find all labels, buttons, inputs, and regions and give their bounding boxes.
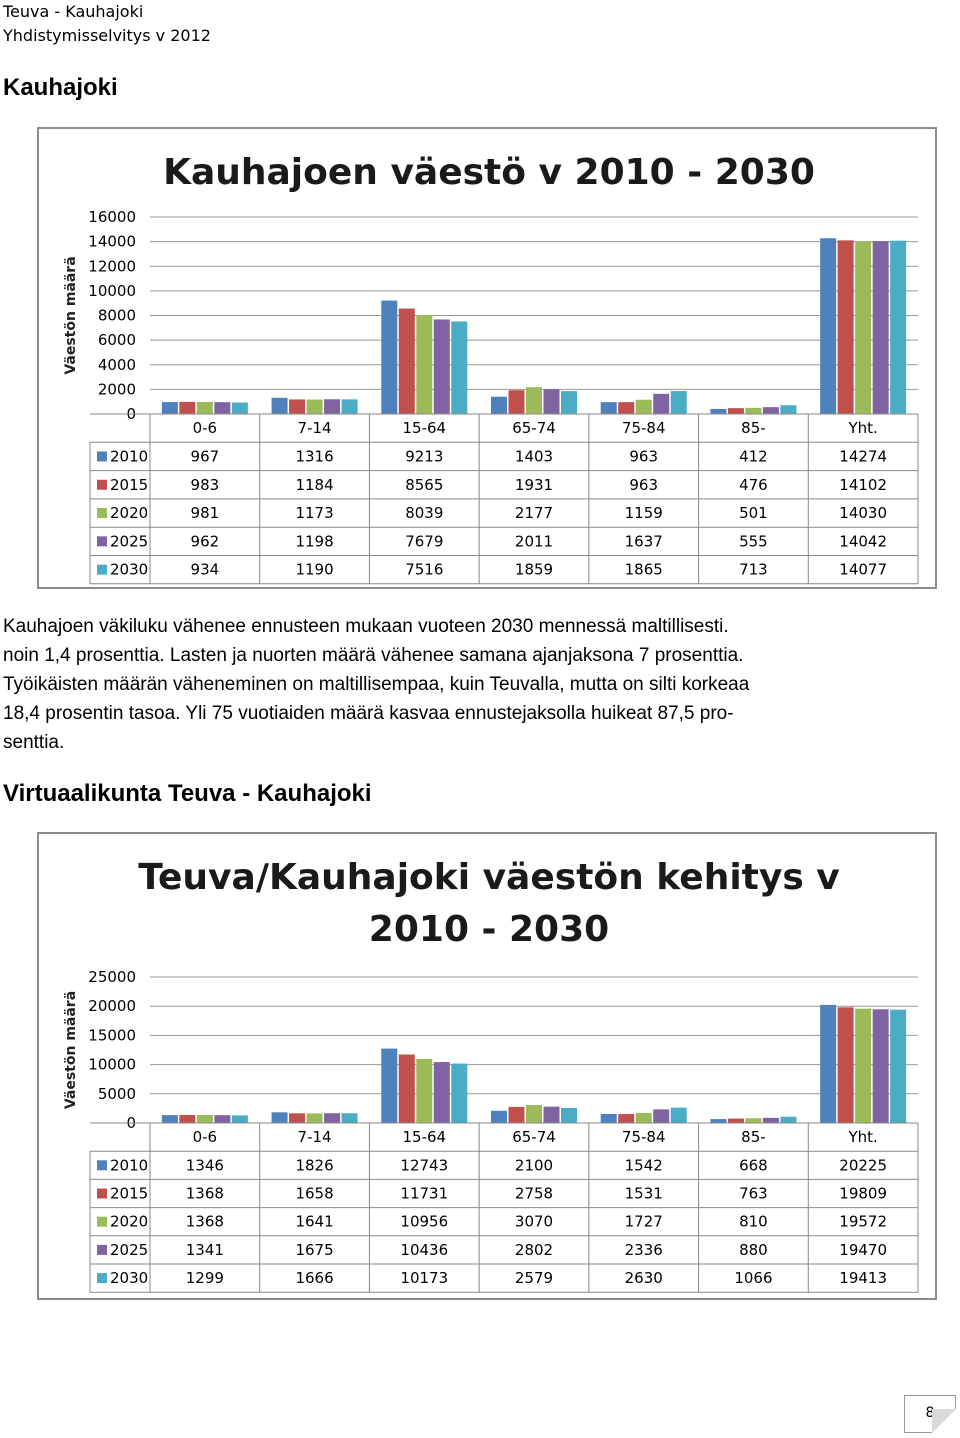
data-label: 1316 <box>295 447 334 466</box>
data-label: 1173 <box>295 504 334 523</box>
data-label: 14030 <box>839 504 888 523</box>
data-label: 1341 <box>185 1240 224 1259</box>
bar <box>601 1114 617 1123</box>
bar <box>381 301 397 414</box>
bar <box>272 1112 288 1123</box>
bar <box>763 407 779 414</box>
bar <box>728 1119 744 1123</box>
data-label: 10436 <box>400 1240 449 1259</box>
data-label: 412 <box>739 447 768 466</box>
bar <box>179 402 195 414</box>
bar <box>162 402 178 414</box>
bar <box>618 402 634 414</box>
bar <box>618 1114 634 1123</box>
data-label: 1159 <box>624 504 663 523</box>
page-number-box <box>904 1395 956 1433</box>
bar <box>671 391 687 414</box>
data-label: 1531 <box>624 1184 663 1203</box>
data-label: 3070 <box>514 1212 554 1231</box>
category-label: 85- <box>741 1128 766 1147</box>
data-label: 19413 <box>839 1269 888 1288</box>
legend-swatch <box>97 480 107 490</box>
category-label: 0-6 <box>192 1128 218 1147</box>
y-tick-label: 12000 <box>88 257 136 276</box>
data-label: 10956 <box>400 1212 449 1231</box>
bar <box>544 389 560 414</box>
bar <box>289 399 305 414</box>
data-label: 9213 <box>405 447 444 466</box>
chart-kauhajoki-population <box>37 127 937 589</box>
data-label: 934 <box>190 560 220 579</box>
bar <box>653 394 669 414</box>
data-label: 2802 <box>514 1240 554 1259</box>
bar <box>451 1064 467 1123</box>
data-label: 2630 <box>624 1269 663 1288</box>
data-label: 14274 <box>839 447 888 466</box>
section-title-virtuaalikunta: Virtuaalikunta Teuva - Kauhajoki <box>3 780 372 807</box>
bar <box>342 1113 358 1123</box>
page-curl-decoration <box>932 1409 956 1433</box>
bar <box>526 387 542 414</box>
data-label: 11731 <box>400 1184 449 1203</box>
legend-swatch <box>97 1273 107 1283</box>
data-label: 1859 <box>514 560 554 579</box>
y-tick-label: 14000 <box>88 232 136 251</box>
category-label: 75-84 <box>621 1128 666 1147</box>
bar <box>710 409 726 414</box>
bar <box>399 309 415 414</box>
bar <box>526 1105 542 1123</box>
data-label: 810 <box>739 1212 768 1231</box>
bar <box>763 1118 779 1123</box>
bar <box>745 408 761 414</box>
bar <box>561 391 577 414</box>
legend-swatch <box>97 508 107 518</box>
bar <box>780 1117 796 1123</box>
bar <box>232 1115 248 1123</box>
legend-swatch <box>97 451 107 461</box>
data-label: 763 <box>739 1184 768 1203</box>
bar <box>197 402 213 414</box>
category-label: 65-74 <box>512 1128 556 1147</box>
data-label: 963 <box>629 447 659 466</box>
chart-teuva-kauhajoki-svg <box>39 834 939 1302</box>
category-label: 85- <box>741 419 766 438</box>
y-tick-label: 5000 <box>97 1084 136 1103</box>
category-label: 7-14 <box>297 1128 332 1147</box>
data-label: 1727 <box>624 1212 663 1231</box>
category-label: 0-6 <box>192 419 218 438</box>
bar <box>873 1009 889 1123</box>
bar <box>780 405 796 414</box>
data-label: 7516 <box>405 560 444 579</box>
legend-label: 2030 <box>110 560 149 579</box>
data-label: 1641 <box>295 1212 334 1231</box>
data-label: 14077 <box>839 560 888 579</box>
y-tick-label: 10000 <box>88 1055 136 1074</box>
y-tick-label: 4000 <box>97 355 136 374</box>
data-label: 1675 <box>295 1240 334 1259</box>
y-tick-label: 15000 <box>88 1026 136 1045</box>
y-tick-label: 6000 <box>97 331 136 350</box>
data-label: 983 <box>190 475 220 494</box>
data-label: 1865 <box>624 560 663 579</box>
bar <box>451 321 467 414</box>
data-label: 963 <box>629 475 659 494</box>
y-tick-label: 0 <box>126 1114 136 1132</box>
data-label: 20225 <box>839 1156 888 1175</box>
data-label: 2177 <box>514 504 554 523</box>
data-label: 880 <box>739 1240 768 1259</box>
data-label: 981 <box>190 504 220 523</box>
category-label: Yht. <box>848 419 878 438</box>
chart-teuva-kauhajoki-population <box>37 832 937 1300</box>
bar <box>399 1054 415 1123</box>
paragraph-line-5: senttia. <box>3 732 65 753</box>
category-label: 15-64 <box>402 1128 447 1147</box>
bar <box>307 400 323 414</box>
bar <box>289 1113 305 1123</box>
data-label: 12743 <box>400 1156 449 1175</box>
y-tick-label: 8000 <box>97 306 136 325</box>
bar <box>671 1108 687 1123</box>
chart-title-line: Teuva/Kauhajoki väestön kehitys v <box>138 857 840 898</box>
paragraph-line-3: Työikäisten määrän väheneminen on maltillisempaa, kuin Teuvalla, mutta on silti korkeaa <box>3 674 750 695</box>
data-label: 1299 <box>185 1269 224 1288</box>
data-label: 14042 <box>839 532 888 551</box>
bar <box>509 1107 525 1123</box>
bar <box>416 1059 432 1123</box>
bar <box>272 398 288 414</box>
legend-swatch <box>97 1217 107 1227</box>
bar <box>601 402 617 414</box>
bar <box>214 402 230 414</box>
bar <box>855 1009 871 1123</box>
bar <box>162 1115 178 1123</box>
bar <box>890 1010 906 1123</box>
category-label: 65-74 <box>512 419 556 438</box>
legend-swatch <box>97 1245 107 1255</box>
bar <box>491 397 507 414</box>
bar <box>179 1115 195 1123</box>
legend-label: 2010 <box>110 447 149 466</box>
y-tick-label: 20000 <box>88 997 136 1016</box>
bar <box>197 1115 213 1123</box>
chart-title-line: 2010 - 2030 <box>368 909 610 950</box>
data-label: 2579 <box>514 1269 554 1288</box>
bar <box>491 1111 507 1123</box>
data-label: 1637 <box>624 532 663 551</box>
data-label: 668 <box>739 1156 768 1175</box>
data-label: 1368 <box>185 1212 224 1231</box>
bar <box>653 1109 669 1123</box>
data-label: 7679 <box>405 532 444 551</box>
category-label: 15-64 <box>402 419 447 438</box>
y-tick-label: 0 <box>126 405 136 423</box>
y-tick-label: 25000 <box>88 968 136 986</box>
bar <box>434 1062 450 1123</box>
legend-label: 2030 <box>110 1269 149 1288</box>
legend-label: 2025 <box>110 532 149 551</box>
data-label: 1066 <box>734 1269 773 1288</box>
data-label: 14102 <box>839 475 888 494</box>
legend-swatch <box>97 1160 107 1170</box>
bar <box>381 1049 397 1123</box>
bar <box>745 1118 761 1123</box>
data-label: 1931 <box>514 475 554 494</box>
data-label: 1666 <box>295 1269 334 1288</box>
bar <box>838 240 854 414</box>
bar <box>544 1107 560 1123</box>
bar <box>509 390 525 414</box>
data-label: 19809 <box>839 1184 888 1203</box>
bar <box>873 241 889 414</box>
chart-kauhajoki-svg <box>39 129 939 591</box>
data-label: 2336 <box>624 1240 663 1259</box>
category-label: Yht. <box>848 1128 878 1147</box>
data-label: 2011 <box>514 532 554 551</box>
category-label: 7-14 <box>297 419 332 438</box>
chart-title-line: Kauhajoen väestö v 2010 - 2030 <box>163 152 815 193</box>
y-tick-label: 16000 <box>88 208 136 226</box>
bar <box>342 399 358 414</box>
bar <box>838 1007 854 1123</box>
document-header-title: Teuva - Kauhajoki <box>3 2 144 21</box>
bar <box>561 1108 577 1123</box>
data-label: 713 <box>739 560 768 579</box>
data-label: 1346 <box>185 1156 224 1175</box>
bar <box>710 1119 726 1123</box>
data-label: 2100 <box>514 1156 554 1175</box>
paragraph-line-1: Kauhajoen väkiluku vähenee ennusteen mukaan vuoteen 2030 mennessä maltillisesti. <box>3 616 729 637</box>
bar <box>232 403 248 414</box>
bar <box>324 399 340 414</box>
bar <box>434 319 450 414</box>
data-label: 1184 <box>295 475 334 494</box>
bar <box>636 400 652 414</box>
bar <box>636 1113 652 1123</box>
y-axis-label: Väestön määrä <box>63 256 79 375</box>
bar <box>416 315 432 414</box>
bar <box>855 241 871 414</box>
data-label: 1542 <box>624 1156 663 1175</box>
legend-label: 2010 <box>110 1156 149 1175</box>
bar <box>728 408 744 414</box>
data-label: 2758 <box>514 1184 554 1203</box>
bar <box>324 1113 340 1123</box>
legend-label: 2015 <box>110 475 149 494</box>
legend-label: 2025 <box>110 1240 149 1259</box>
data-label: 1190 <box>295 560 334 579</box>
legend-label: 2015 <box>110 1184 149 1203</box>
page-number: 8 <box>925 1405 935 1421</box>
legend-label: 2020 <box>110 1212 149 1231</box>
data-label: 8039 <box>405 504 444 523</box>
data-label: 476 <box>739 475 768 494</box>
legend-swatch <box>97 1189 107 1199</box>
paragraph-line-2: noin 1,4 prosenttia. Lasten ja nuorten määrä vähenee samana ajanjaksona 7 prosenttia. <box>3 645 744 666</box>
bar <box>214 1115 230 1123</box>
data-label: 8565 <box>405 475 444 494</box>
y-tick-label: 2000 <box>97 380 136 399</box>
data-label: 19470 <box>839 1240 888 1259</box>
y-tick-label: 10000 <box>88 281 136 300</box>
legend-label: 2020 <box>110 504 149 523</box>
data-label: 1658 <box>295 1184 334 1203</box>
data-label: 1198 <box>295 532 334 551</box>
data-label: 1826 <box>295 1156 334 1175</box>
bar <box>307 1113 323 1123</box>
data-label: 555 <box>739 532 768 551</box>
section-title-kauhajoki: Kauhajoki <box>3 74 118 101</box>
legend-swatch <box>97 536 107 546</box>
category-label: 75-84 <box>621 419 666 438</box>
y-axis-label: Väestön määrä <box>63 990 79 1110</box>
legend-swatch <box>97 565 107 575</box>
paragraph-line-4: 18,4 prosentin tasoa. Yli 75 vuotiaiden määrä kasvaa ennustejaksolla huikeat 87,5 pro- <box>3 703 734 724</box>
data-label: 501 <box>739 504 768 523</box>
data-label: 10173 <box>400 1269 449 1288</box>
data-label: 967 <box>190 447 220 466</box>
document-header-subtitle: Yhdistymisselvitys v 2012 <box>3 26 211 45</box>
bar <box>890 241 906 414</box>
data-label: 1403 <box>514 447 554 466</box>
bar <box>820 1005 836 1123</box>
data-label: 1368 <box>185 1184 224 1203</box>
bar <box>820 238 836 414</box>
data-label: 19572 <box>839 1212 888 1231</box>
data-label: 962 <box>190 532 220 551</box>
